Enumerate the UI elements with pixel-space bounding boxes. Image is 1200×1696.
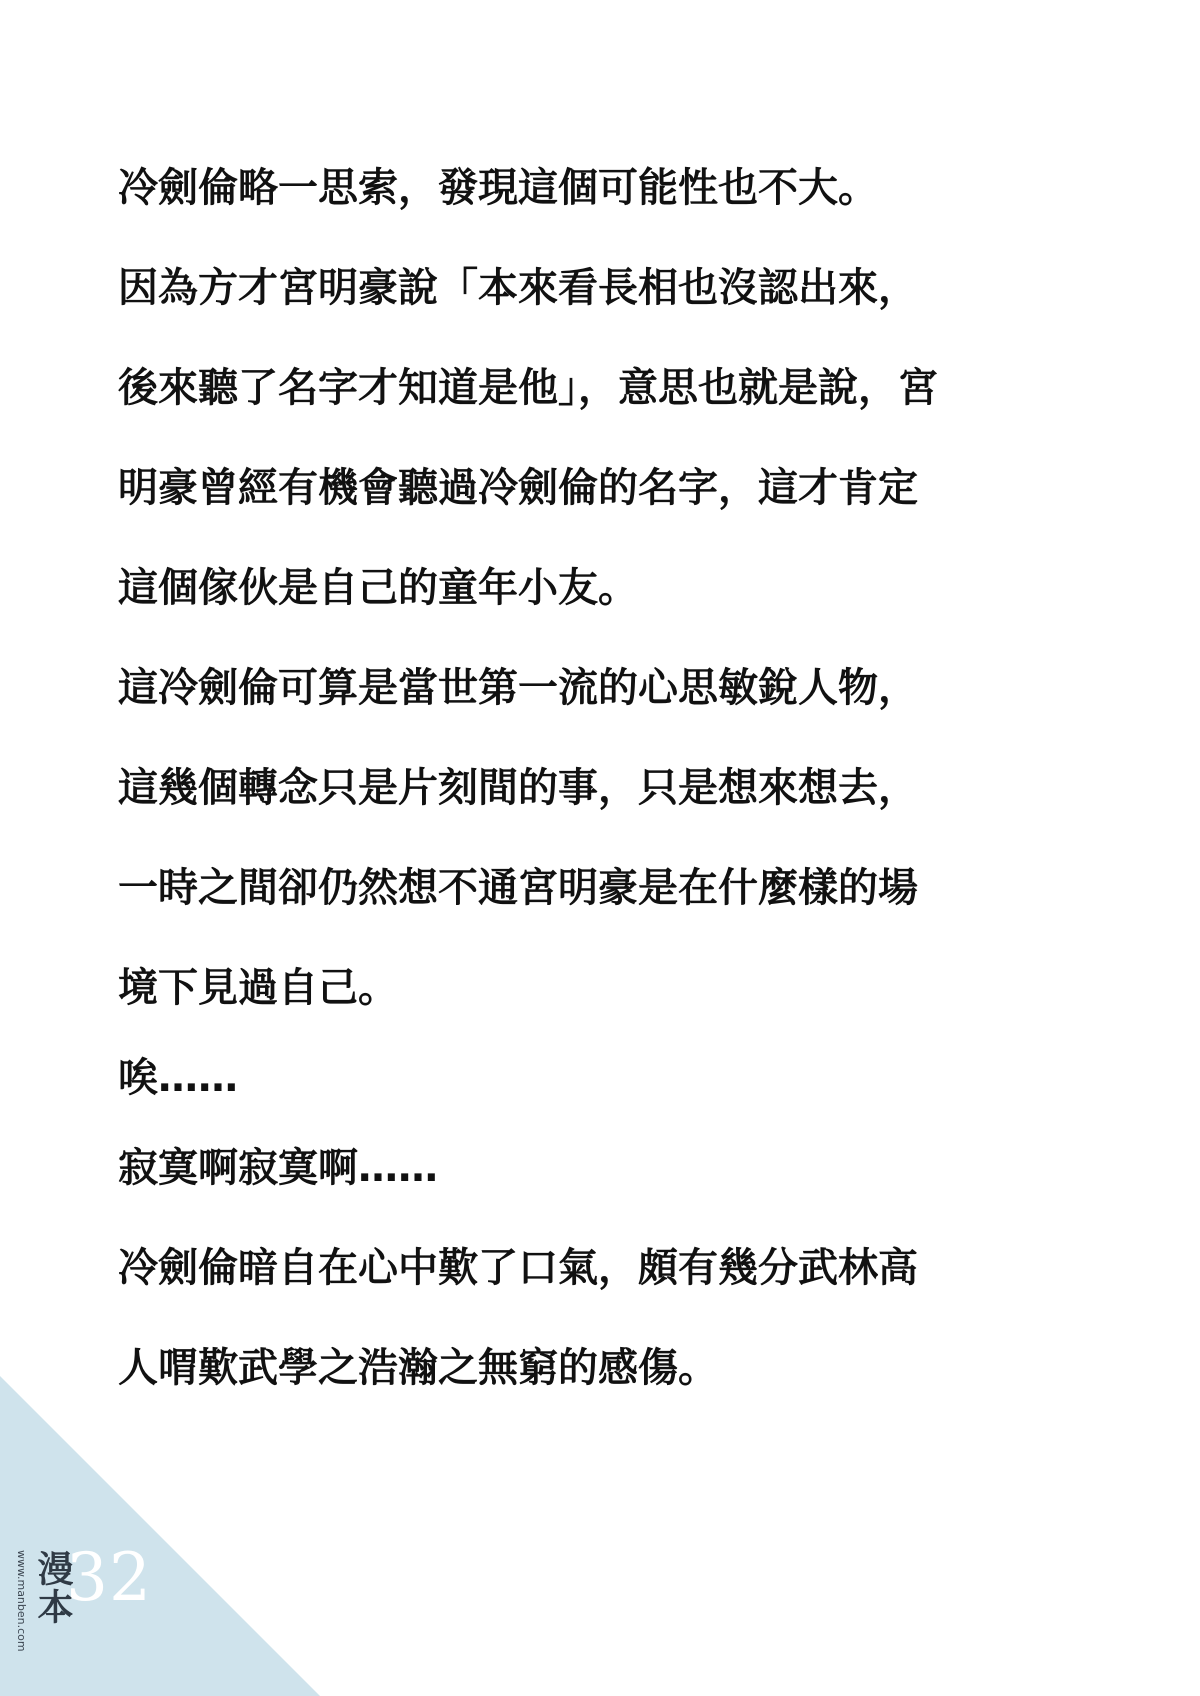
watermark-logo: 漫本 — [32, 1550, 73, 1626]
text-line: 唉…… — [118, 1055, 238, 1101]
text-line: 寂寞啊寂寞啊…… — [118, 1145, 438, 1191]
text-line: 因為方才宮明豪說「本來看長相也沒認出來， — [118, 265, 918, 311]
text-line: 這個傢伙是自己的童年小友。 — [118, 565, 638, 611]
text-line: 境下見過自己。 — [118, 965, 398, 1011]
watermark-url: www.manben.com — [15, 1550, 28, 1652]
text-line: 冷劍倫略一思索，發現這個可能性也不大。 — [118, 165, 878, 211]
text-line: 明豪曾經有機會聽過冷劍倫的名字，這才肯定 — [118, 465, 918, 511]
text-line: 人喟歎武學之浩瀚之無窮的感傷。 — [118, 1345, 718, 1391]
page-number: 32 — [66, 1539, 152, 1616]
text-line: 這幾個轉念只是片刻間的事，只是想來想去， — [118, 765, 918, 811]
text-line: 後來聽了名字才知道是他」，意思也就是說，宮 — [118, 365, 938, 411]
text-line: 這冷劍倫可算是當世第一流的心思敏銳人物， — [118, 665, 918, 711]
body-text — [118, 165, 1103, 1391]
watermark — [14, 1550, 74, 1690]
text-line: 冷劍倫暗自在心中歎了口氣，頗有幾分武林高 — [118, 1245, 918, 1291]
text-line: 一時之間卻仍然想不通宮明豪是在什麼樣的場 — [118, 865, 918, 911]
